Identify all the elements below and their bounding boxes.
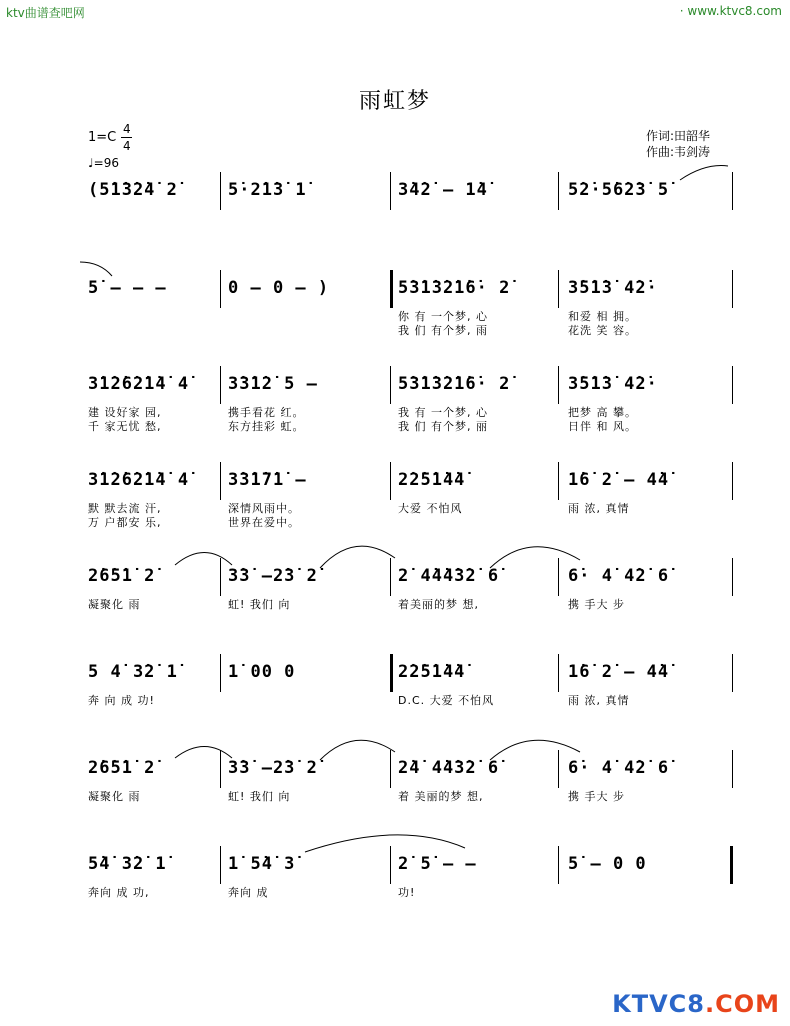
measure-notes: 5 4̇ 3̇2̇ 1̇ (88, 662, 178, 682)
barline (220, 846, 221, 884)
lyric-line-2: 我 们 有个梦, 雨 (398, 324, 488, 337)
lyric-line-1: 和爱 相 拥。 (568, 310, 637, 323)
measure-notes: 5̇2̇·5̇6̇2̇3̇ 5̇ (568, 180, 670, 200)
barline (390, 270, 393, 308)
lyric-line-2: 日伴 和 风。 (568, 420, 637, 433)
measure-notes: 3̇4̇2̇ – 1̇4̇ (398, 180, 488, 200)
measure-notes: 3̇3̇1̇7̇1̇ – (228, 470, 307, 490)
lyric-line-1: 着 美丽的梦 想, (398, 790, 484, 803)
measure-notes: 2̇2̇5̇1̇4̇4̇ (398, 662, 466, 682)
barline (390, 462, 391, 500)
barline (390, 654, 393, 692)
measure-notes: 2̇2̇5̇1̇4̇4̇ (398, 470, 466, 490)
lyric-line-1: 携 手大 步 (568, 598, 625, 611)
measure-notes: 5̇3̇1̇3̇2̇1̇6̇· 2̇ (398, 278, 511, 298)
lyric-line-1: 雨 浓, 真情 (568, 502, 630, 515)
lyric-line-1: 雨 浓, 真情 (568, 694, 630, 707)
measure-notes: 6̇· 4̇ 4̇2̇ 6̇ (568, 758, 670, 778)
lyric-line-2: 东方挂彩 虹。 (228, 420, 305, 433)
measure-notes: 1̇6̇ 2̇ – 4̇4̇ (568, 470, 670, 490)
lyricist-credit: 作词:田韶华 (645, 129, 710, 143)
lyric-line-1: 凝聚化 雨 (88, 598, 141, 611)
measure-notes: 1̇ 00 0 (228, 662, 296, 682)
measure-notes: 5̇ – 0 0 (568, 854, 647, 874)
barline (558, 846, 559, 884)
measure-notes: 3̇1̇2̇6̇2̇1̇4̇ 4̇ (88, 470, 190, 490)
measure-notes: 3̇1̇2̇6̇2̇1̇4̇ 4̇ (88, 374, 190, 394)
lyric-line-1: 大爱 不怕风 (398, 502, 463, 515)
barline (390, 366, 391, 404)
slur (680, 166, 728, 180)
measure-notes: 2̇6̇5̇1̇ 2̇ (88, 566, 156, 586)
barline (220, 654, 221, 692)
slur (490, 547, 580, 568)
measure-notes: 5̇·2̇1̇3̇ 1̇ (228, 180, 307, 200)
barline (558, 462, 559, 500)
barline (390, 558, 391, 596)
watermark-right: · www.ktvc8.com (679, 4, 782, 18)
measure-notes: 3̇3̇ –2̇3̇ 2̇ (228, 758, 318, 778)
measure-notes: 2̇ 4̇4̇4̇3̇2̇ 6̇ (398, 566, 500, 586)
measure-notes: 6̇· 4̇ 4̇2̇ 6̇ (568, 566, 670, 586)
lyric-line-1: 建 设好家 园, (88, 406, 162, 419)
brand-suffix: .COM (704, 990, 780, 1018)
barline (390, 172, 391, 210)
measure-notes: 3̇3̇ –2̇3̇ 2̇ (228, 566, 318, 586)
lyric-line-1: 携手看花 红。 (228, 406, 305, 419)
tempo-marking: ♩=96 (88, 156, 119, 170)
lyric-line-1: 我 有 一个梦, 心 (398, 406, 488, 419)
time-signature-bottom: 4 (123, 139, 131, 153)
barline (558, 558, 559, 596)
barline (220, 270, 221, 308)
lyric-line-1: 奔向 成 功, (88, 886, 150, 899)
watermark-left: ktv曲谱查吧网 (6, 6, 85, 20)
brand-name: KTVC8 (612, 990, 705, 1018)
key-signature: 1=C (88, 130, 117, 145)
lyric-line-1: D.C. 大爱 不怕风 (398, 694, 495, 707)
barline (732, 750, 733, 788)
brand-logo (612, 990, 780, 1018)
lyric-line-2: 千 家无忧 愁, (88, 420, 162, 433)
song-title: 雨虹梦 (358, 89, 431, 114)
lyric-line-1: 奔向 成 (228, 886, 269, 899)
slur (490, 740, 580, 760)
measure-notes: 5̇ – – – (88, 278, 167, 298)
barline (558, 366, 559, 404)
barline (390, 846, 391, 884)
barline (390, 750, 391, 788)
slur (175, 553, 232, 566)
barline (220, 366, 221, 404)
measure-notes: 1̇ 5̇4̇ 3̇ (228, 854, 296, 874)
measure-notes: 5̇3̇1̇3̇2̇1̇6̇· 2̇ (398, 374, 511, 394)
measure-notes: 2̇6̇5̇1̇ 2̇ (88, 758, 156, 778)
barline (732, 654, 733, 692)
measure-notes: 5̇4̇ 3̇2̇ 1̇ (88, 854, 167, 874)
lyric-line-1: 凝聚化 雨 (88, 790, 141, 803)
lyric-line-1: 深情风雨中。 (228, 502, 300, 515)
measure-notes: 3̇5̇1̇3̇ 4̇2̇· (568, 278, 658, 298)
barline (732, 366, 733, 404)
lyric-line-1: 把梦 高 攀。 (568, 406, 637, 419)
lyric-line-1: 虹! 我们 向 (228, 598, 291, 611)
lyric-line-1: 你 有 一个梦, 心 (398, 310, 488, 323)
barline (220, 750, 221, 788)
measure-notes: 3̇3̇1̇2̇ 5 – (228, 374, 318, 394)
measure-notes: 2̇ 5̇ – – (398, 854, 477, 874)
composer-credit: 作曲:韦剑涛 (645, 145, 710, 159)
measure-notes: 0 – 0 – ) (228, 278, 330, 298)
lyric-line-1: 虹! 我们 向 (228, 790, 291, 803)
slur (305, 835, 465, 852)
measure-notes: 3̇5̇1̇3̇ 4̇2̇· (568, 374, 658, 394)
measure-notes: 2̇4̇ 4̇4̇3̇2̇ 6̇ (398, 758, 500, 778)
lyric-line-2: 世界在爱中。 (228, 516, 300, 529)
barline (220, 558, 221, 596)
lyric-line-1: 默 默去流 汗, (88, 502, 162, 515)
slur (320, 740, 395, 760)
time-signature-top: 4 (123, 122, 131, 136)
slur (80, 262, 112, 276)
lyric-line-1: 奔 向 成 功! (88, 694, 155, 707)
barline (558, 654, 559, 692)
lyric-line-2: 我 们 有个梦, 丽 (398, 420, 488, 433)
measure-notes: (5̇1̇3̇2̇4̇ 2̇ (88, 180, 178, 200)
barline (732, 172, 733, 210)
barline (732, 558, 733, 596)
barline (732, 462, 733, 500)
lyric-line-1: 功! (398, 886, 416, 899)
lyric-line-2: 花洗 笑 容。 (568, 324, 637, 337)
barline (558, 270, 559, 308)
barline (732, 270, 733, 308)
barline (220, 462, 221, 500)
lyric-line-2: 万 户都安 乐, (88, 516, 162, 529)
lyric-line-1: 携 手大 步 (568, 790, 625, 803)
barline (220, 172, 221, 210)
barline (558, 172, 559, 210)
time-signature-line (121, 137, 132, 138)
lyric-line-1: 着美丽的梦 想, (398, 598, 479, 611)
slur (175, 747, 232, 759)
barline (730, 846, 733, 884)
slur (320, 546, 395, 568)
measure-notes: 1̇6̇ 2̇ – 4̇4̇ (568, 662, 670, 682)
barline (558, 750, 559, 788)
